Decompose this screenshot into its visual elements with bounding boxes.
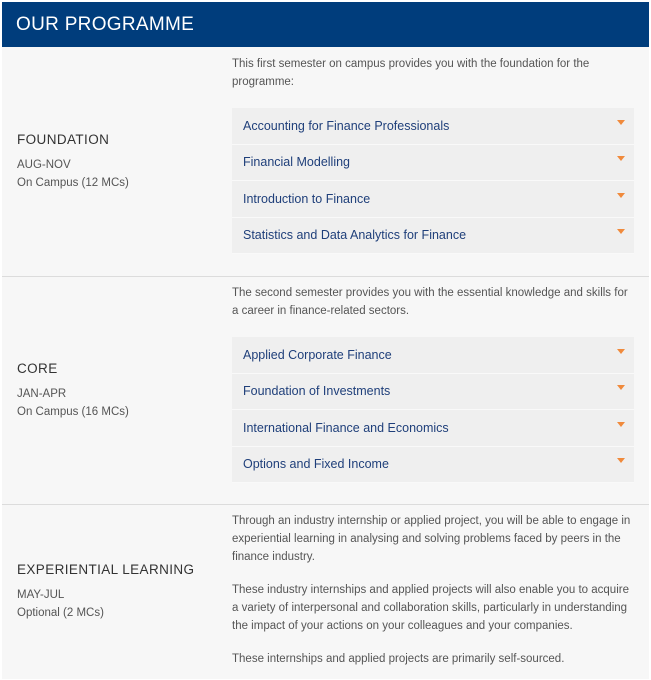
section-period: MAY-JUL bbox=[17, 589, 65, 601]
caret-down-icon bbox=[617, 229, 625, 234]
section-mode: Optional (2 MCs) bbox=[17, 607, 104, 619]
accordion-item[interactable] bbox=[232, 181, 634, 218]
caret-down-icon bbox=[617, 458, 625, 463]
module-title: Foundation of Investments bbox=[243, 384, 391, 399]
section-content bbox=[232, 505, 649, 679]
programme-header bbox=[2, 2, 649, 47]
module-title: Applied Corporate Finance bbox=[243, 347, 392, 362]
accordion-item[interactable] bbox=[232, 410, 634, 447]
section-info bbox=[2, 47, 232, 276]
accordion-item[interactable] bbox=[232, 447, 634, 484]
caret-down-icon bbox=[617, 349, 625, 354]
accordion-item[interactable] bbox=[232, 108, 634, 145]
section-title: CORE bbox=[17, 360, 58, 376]
section-paragraph: These internships and applied projects are primarily self-sourced. bbox=[232, 653, 565, 665]
module-title: Options and Fixed Income bbox=[243, 457, 389, 472]
section-mode: On Campus (16 MCs) bbox=[17, 405, 129, 418]
module-title: Statistics and Data Analytics for Finance bbox=[243, 228, 467, 243]
section-info bbox=[2, 277, 232, 504]
page-title: OUR PROGRAMME bbox=[16, 13, 195, 35]
section-experiential-learning bbox=[2, 505, 649, 679]
module-title: Financial Modelling bbox=[243, 155, 351, 170]
section-intro: The second semester provides you with the essential knowledge and skills for a career in finance-related sectors. bbox=[232, 287, 628, 317]
section-foundation bbox=[2, 47, 649, 277]
section-content bbox=[232, 47, 649, 276]
caret-down-icon bbox=[617, 156, 625, 161]
section-title: EXPERIENTIAL LEARNING bbox=[17, 562, 195, 577]
programme-panel bbox=[2, 2, 649, 679]
module-title: International Finance and Economics bbox=[243, 420, 449, 435]
section-core bbox=[2, 277, 649, 505]
accordion-item[interactable] bbox=[232, 374, 634, 411]
accordion-item[interactable] bbox=[232, 337, 634, 374]
section-period: AUG-NOV bbox=[17, 158, 71, 171]
caret-down-icon bbox=[617, 422, 625, 427]
module-accordion bbox=[232, 337, 634, 483]
section-intro: This first semester on campus provides you with the foundation for the programme: bbox=[232, 58, 590, 88]
accordion-item[interactable] bbox=[232, 145, 634, 182]
section-content bbox=[232, 277, 649, 504]
section-paragraph: Through an industry internship or applied project, you will be able to engage in experiential learning in analysing and solving problems faced by peers in the finance industry. bbox=[232, 515, 631, 563]
caret-down-icon bbox=[617, 193, 625, 198]
module-title: Introduction to Finance bbox=[243, 191, 371, 206]
section-paragraph: These industry internships and applied projects will also enable you to acquire a variety of interpersonal and collaboration skills, particularly in understanding the impact of your actions on your colleagues and your companies. bbox=[232, 584, 629, 632]
caret-down-icon bbox=[617, 120, 625, 125]
section-info bbox=[2, 505, 232, 679]
module-title: Accounting for Finance Professionals bbox=[243, 118, 450, 133]
module-accordion bbox=[232, 108, 634, 254]
accordion-item[interactable] bbox=[232, 218, 634, 255]
section-period: JAN-APR bbox=[17, 387, 67, 400]
section-mode: On Campus (12 MCs) bbox=[17, 176, 129, 189]
section-title: FOUNDATION bbox=[17, 131, 110, 147]
caret-down-icon bbox=[617, 385, 625, 390]
